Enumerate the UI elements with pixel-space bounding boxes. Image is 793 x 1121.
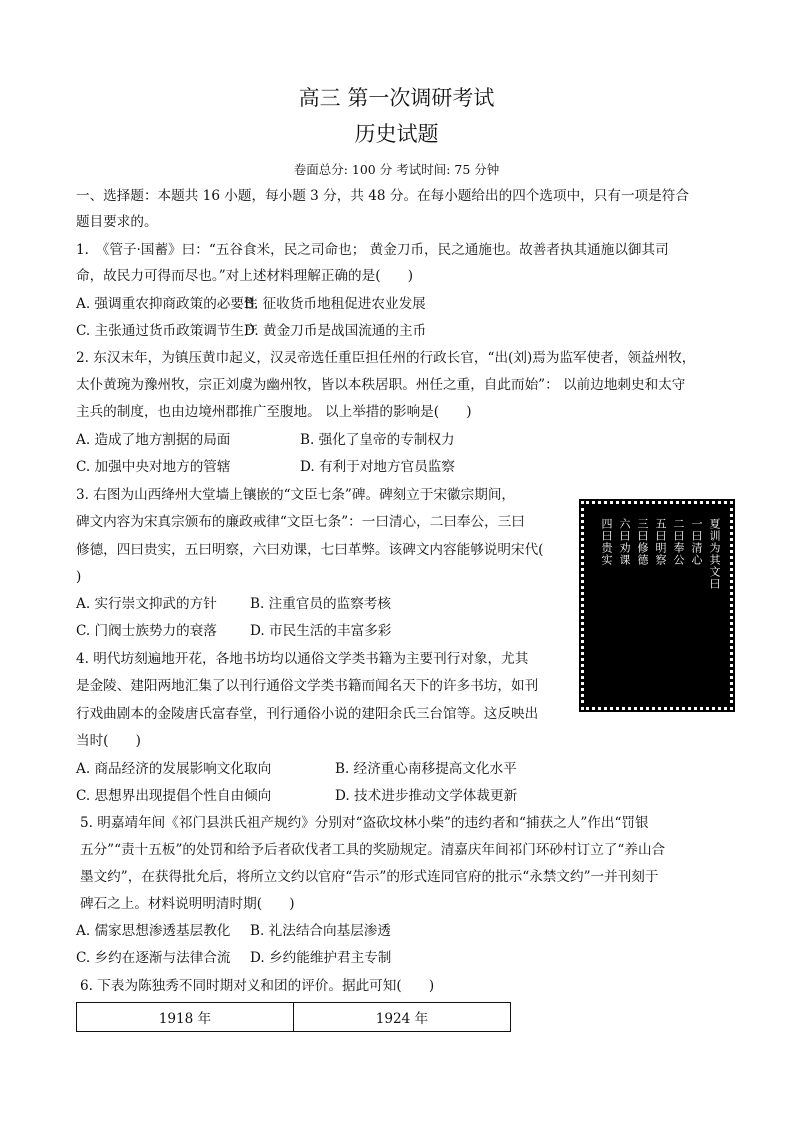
question-stem: 3. 右图为山西绛州大堂墙上镶嵌的“文臣七条”碑。碑刻立于宋徽宗期间， xyxy=(76,487,516,503)
question-stem: 5. 明嘉靖年间《祁门县洪氏祖产规约》分别对“盗砍坟林小柴”的违约者和“捕获之人”作出“罚银 xyxy=(80,815,649,831)
stele-text: 四曰贵实 xyxy=(600,518,613,566)
option-b: B. 征收货币地租促进农业发展 xyxy=(244,296,426,312)
question-stem: 行戏曲剧本的金陵唐氏富春堂，刊行通俗小说的建阳余氏三台馆等。这反映出 xyxy=(76,706,539,722)
option-d: D. 黄金刀币是战国流通的主币 xyxy=(244,323,427,339)
question-stem: ) xyxy=(76,569,82,585)
option-b: B. 注重官员的监察考核 xyxy=(250,596,391,612)
question-stem: 4. 明代坊刻遍地开花，各地书坊均以通俗文学类书籍为主要刊行对象，尤其 xyxy=(76,651,529,667)
question-stem: 碑文内容为宋真宗颁布的廉政戒律“文臣七条”：一曰清心，二曰奉公，三曰 xyxy=(76,514,525,530)
stele-text: 夏训为其文曰 xyxy=(708,518,721,590)
stele-text: 一曰清心 xyxy=(690,518,703,566)
option-a: A. 造成了地方割据的局面 xyxy=(76,432,231,448)
exam-info: 卷面总分: 100 分 考试时间: 75 分钟 xyxy=(293,162,500,177)
option-b: B. 经济重心南移提高文化水平 xyxy=(335,761,517,777)
table-header-cell: 1924 年 xyxy=(294,1003,511,1032)
option-c: C. 加强中央对地方的管辖 xyxy=(76,459,231,475)
question-stem: 是金陵、建阳两地汇集了以刊行通俗文学类书籍而闻名天下的许多书坊，如刊 xyxy=(76,678,539,694)
option-a: A. 儒家思想渗透基层教化 xyxy=(76,923,231,939)
option-d: D. 技术进步推动文学体裁更新 xyxy=(335,788,518,804)
option-a: A. 强调重农抑商政策的必要性 xyxy=(76,296,258,312)
question-stem: 修德，四曰贵实，五曰明察，六曰劝课，七曰革弊。该碑文内容能够说明宋代( xyxy=(76,542,544,558)
question-stem: 太仆黄琬为豫州牧，宗正刘虞为幽州牧，皆以本秩居职。州任之重，自此而始”： 以前边地刺史和太守 xyxy=(76,377,686,393)
section-heading: 题目要求的。 xyxy=(76,214,158,230)
option-a: A. 商品经济的发展影响文化取向 xyxy=(76,761,272,777)
page-subtitle: 历史试题 xyxy=(354,122,439,146)
option-a: A. 实行崇文抑武的方针 xyxy=(76,596,217,612)
question-stem: 墨文约”，在获得批允后，将所立文约以官府“告示”的形式连同官府的批示“永禁文约”一并刊刻于 xyxy=(80,869,659,885)
question-stem: 五分”“责十五板”的处罚和给予后者砍伐者工具的奖励规定。清嘉庆年间祁门环砂村订立了“养山合 xyxy=(80,842,666,858)
option-d: D. 市民生活的丰富多彩 xyxy=(250,623,392,639)
stele-rubbing-image xyxy=(581,501,733,710)
page-title: 高三 第一次调研考试 xyxy=(298,86,495,110)
option-c: C. 主张通过货币政策调节生产 xyxy=(76,323,258,339)
stele-text: 三曰修德 xyxy=(636,518,649,566)
section-heading: 一、选择题：本题共 16 小题，每小题 3 分，共 48 分。在每小题给出的四个选项中，只有一项是符合 xyxy=(76,188,689,204)
stele-text: 二曰奉公 xyxy=(672,518,685,566)
option-c: C. 乡约在逐渐与法律合流 xyxy=(76,950,231,966)
option-d: D. 乡约能维护君主专制 xyxy=(250,950,392,966)
table-header-row xyxy=(77,1003,511,1032)
stele-text: 五曰明察 xyxy=(654,518,667,566)
question-stem: 命，故民力可得而尽也。”对上述材料理解正确的是( ) xyxy=(76,268,414,284)
evaluation-table xyxy=(76,1002,511,1032)
option-d: D. 有利于对地方官员监察 xyxy=(300,459,455,475)
question-stem: 2. 东汉末年，为镇压黄巾起义，汉灵帝选任重臣担任州的行政长官，“出(刘)焉为监军使者，领益州牧， xyxy=(76,350,696,366)
question-stem: 主兵的制度，也由边境州郡推广至腹地。 以上举措的影响是( ) xyxy=(76,404,472,420)
option-b: B. 礼法结合向基层渗透 xyxy=(250,923,391,939)
question-stem: 碑石之上。材料说明明清时期( ) xyxy=(80,896,295,912)
question-stem: 当时( ) xyxy=(76,733,141,749)
question-stem: 6. 下表为陈独秀不同时期对义和团的评价。据此可知( ) xyxy=(80,978,435,994)
option-c: C. 门阀士族势力的衰落 xyxy=(76,623,217,639)
question-stem: 1. 《管子·国蓄》曰：“五谷食米，民之司命也； 黄金刀币，民之通施也。故善者执其通施以御其司 xyxy=(76,242,669,258)
option-c: C. 思想界出现提倡个性自由倾向 xyxy=(76,788,272,804)
table-header-cell: 1918 年 xyxy=(77,1003,294,1032)
stele-text: 六曰劝课 xyxy=(618,518,631,566)
option-b: B. 强化了皇帝的专制权力 xyxy=(300,432,455,448)
